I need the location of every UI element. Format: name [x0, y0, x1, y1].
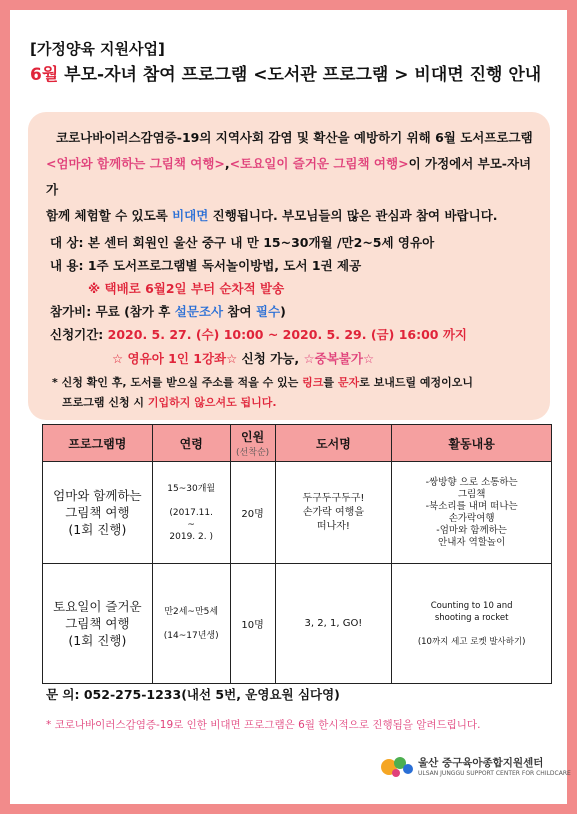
period-line — [50, 325, 467, 343]
name-line: 그림책 여행 — [65, 505, 130, 520]
notice — [52, 373, 473, 413]
untact-label: 비대면 — [172, 208, 209, 223]
fee-line — [50, 302, 286, 320]
name-line: 엄마와 함께하는 — [53, 488, 142, 503]
fee-tail: ) — [280, 304, 286, 319]
center-logo-icon — [380, 753, 414, 779]
program-name-cell — [43, 564, 153, 684]
notice-1-tail: 로 보내드릴 예정이오니 — [359, 376, 474, 389]
name-line: (1회 진행) — [68, 633, 127, 648]
intro-line-3-head: 함께 체험할 수 있도록 — [46, 208, 173, 223]
activity-cell — [392, 462, 552, 564]
age-line: (14~17년생) — [163, 630, 219, 641]
activity-line: 손가락여행 — [448, 512, 495, 524]
sms-word: 문자 — [337, 376, 360, 389]
header-activity: 활동내용 — [392, 425, 552, 462]
required-label: 필수 — [255, 304, 281, 319]
activity-line: 그림책 — [457, 488, 486, 500]
program-name-cell — [43, 462, 153, 564]
age-cell — [152, 564, 230, 684]
spacer — [393, 624, 550, 636]
book-line: 떠나자! — [316, 520, 350, 532]
spacer — [154, 618, 229, 630]
book-cell — [275, 462, 392, 564]
book-line: 두구두구두구! — [302, 492, 365, 504]
limit-c: ☆중복불가☆ — [303, 351, 375, 366]
header-book: 도서명 — [275, 425, 392, 462]
program-table — [42, 424, 552, 684]
activity-line: -북소리를 내며 떠나는 — [425, 500, 518, 512]
notice-2-red: 기입하지 않으셔도 됩니다. — [147, 396, 277, 409]
category-label: [가정양육 지원사업] — [30, 40, 165, 58]
notice-line-2 — [52, 393, 473, 413]
intro-line-2-tail: 이 가정에서 부모-자녀가 — [46, 156, 532, 197]
activity-line: -쌍방향 으로 소통하는 — [425, 476, 518, 488]
content-line: 내 용: 1주 도서프로그램별 독서놀이방법, 도서 1권 제공 — [50, 258, 362, 273]
page-title — [30, 60, 541, 85]
link-word: 링크 — [302, 376, 324, 389]
activity-cell — [392, 564, 552, 684]
delivery-note: ※ 택배로 6월2일 부터 순차적 발송 — [88, 281, 285, 296]
fee-head: 참가비: 무료 (참가 후 — [50, 304, 175, 319]
header-program: 프로그램명 — [43, 425, 153, 462]
title-month: 6월 — [30, 65, 59, 85]
limit-b: 신청 가능, — [237, 351, 304, 366]
activity-line: shooting a rocket — [434, 612, 509, 623]
header-headcount-sub: (선착순) — [236, 448, 270, 458]
logo-name: 울산 중구육아종합지원센터 — [418, 757, 544, 769]
intro-text — [46, 125, 536, 229]
book-cell — [275, 564, 392, 684]
activity-line: (10까지 세고 로켓 발사하기) — [417, 636, 526, 647]
activity-line: 안내자 역할놀이 — [438, 536, 506, 548]
age-line: 15~30개월 — [167, 483, 216, 494]
activity-line: Counting to 10 and — [430, 600, 513, 611]
table-row — [43, 564, 552, 684]
notice-1-mid: 를 — [323, 376, 338, 389]
age-line: ~ — [187, 519, 195, 530]
intro-line-3 — [46, 203, 536, 229]
age-line: (2017.11. — [169, 507, 213, 518]
name-line: 토요일이 즐거운 — [53, 599, 142, 614]
header-age: 연령 — [152, 425, 230, 462]
table-row — [43, 462, 552, 564]
center-logo — [380, 753, 571, 779]
logo-text — [418, 755, 571, 777]
program-1-name: <엄마와 함께하는 그림책 여행> — [46, 156, 225, 171]
period-label: 신청기간: — [50, 327, 108, 342]
limit-line — [112, 349, 374, 367]
notice-line-1 — [52, 373, 473, 393]
count-cell: 10명 — [230, 564, 275, 684]
header-headcount-label: 인원 — [241, 430, 265, 444]
age-cell — [152, 462, 230, 564]
activity-line: -엄마와 함께하는 — [436, 524, 507, 536]
intro-line-1: 코로나바이러스감염증-19의 지역사회 감염 및 확산을 예방하기 위해 6월 도서프로그램 — [56, 130, 533, 145]
name-line: 그림책 여행 — [65, 616, 130, 631]
age-line: 2019. 2. ) — [169, 531, 213, 542]
logo-english: ULSAN JUNGGU SUPPORT CENTER FOR CHILDCARE — [418, 770, 571, 777]
limit-a: ☆ 영유아 1인 1강좌☆ — [112, 351, 238, 366]
period-value: 2020. 5. 27. (수) 10:00 ~ 2020. 5. 29. (금) 16:00 까지 — [107, 327, 467, 342]
target-line: 대 상: 본 센터 회원인 울산 중구 내 만 15~30개월 /만2~5세 영유아 — [50, 235, 435, 250]
age-line: 만2세~만5세 — [164, 606, 219, 617]
header-headcount — [230, 425, 275, 462]
name-line: (1회 진행) — [68, 522, 127, 537]
title-text: 부모-자녀 참여 프로그램 <도서관 프로그램 > 비대면 진행 안내 — [58, 65, 542, 85]
program-2-name: <토요일이 즐거운 그림책 여행> — [229, 156, 409, 171]
survey-label: 설문조사 — [174, 304, 224, 319]
book-line: 손가락 여행을 — [302, 506, 364, 518]
spacer — [154, 495, 229, 507]
comma: , — [224, 156, 230, 171]
table-header-row — [43, 425, 552, 462]
contact-line: 문 의: 052-275-1233(내선 5번, 운영요원 심다영) — [46, 687, 340, 702]
footnote: * 코로나바이러스감염증-19로 인한 비대면 프로그램은 6월 한시적으로 진행됨을 알려드립니다. — [46, 719, 481, 731]
book-line: 3, 2, 1, GO! — [304, 618, 363, 629]
fee-mid: 참여 — [223, 304, 256, 319]
notice-2-head: 프로그램 신청 시 — [62, 396, 148, 409]
notice-1-head: * 신청 확인 후, 도서를 받으실 주소를 적을 수 있는 — [52, 376, 303, 389]
intro-line-3-tail: 진행됩니다. 부모님들의 많은 관심과 참여 바랍니다. — [208, 208, 498, 223]
intro-line-2 — [46, 151, 536, 203]
count-cell: 20명 — [230, 462, 275, 564]
